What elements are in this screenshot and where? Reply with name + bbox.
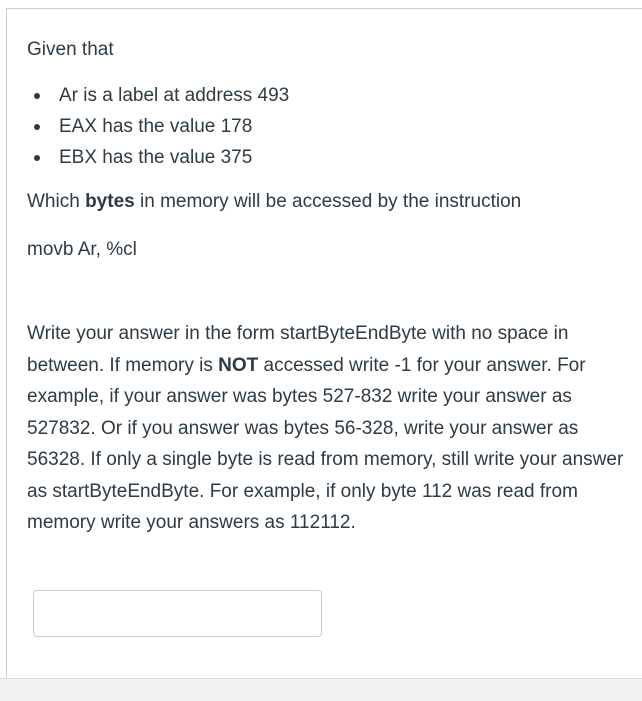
page-top-strip (0, 0, 642, 8)
question-prompt (27, 190, 632, 214)
bullet-icon (34, 155, 40, 161)
bullet-icon (34, 93, 40, 99)
given-item-text: EBX has the value 375 (59, 147, 253, 168)
given-item (27, 115, 632, 146)
question-prompt-prefix: Which (27, 191, 86, 212)
given-item (27, 84, 632, 115)
question-prompt-bold: bytes (85, 191, 135, 212)
question-intro: Given that (27, 39, 114, 60)
answer-instructions-bold: NOT (218, 354, 259, 376)
question-prompt-suffix: in memory will be accessed by the instruction (134, 191, 522, 212)
assembly-instruction: movb Ar, %cl (27, 239, 137, 260)
page-footer-strip (0, 678, 642, 701)
answer-instructions-part1: Write your answer in the form startByteEndByte with no space in between. If memory is (27, 323, 569, 376)
given-item (27, 146, 632, 177)
given-item-text: Ar is a label at address 493 (59, 85, 290, 106)
answer-instructions-part2: accessed write -1 for your answer. For example, if your answer was bytes 527-832 write your answer as 527832. Or if you answer was bytes 56-328, write your answer as 56328. If only a single byte is read from memory, still write your answer as startByteEndByte. For example, if only byte 112 was read from memory write your answers as 112112. (27, 354, 624, 533)
bullet-icon (34, 124, 40, 130)
given-item-text: EAX has the value 178 (59, 116, 253, 137)
answer-instructions (27, 318, 632, 539)
question-text (27, 38, 632, 539)
answer-input[interactable] (33, 590, 322, 637)
given-list (27, 84, 632, 177)
